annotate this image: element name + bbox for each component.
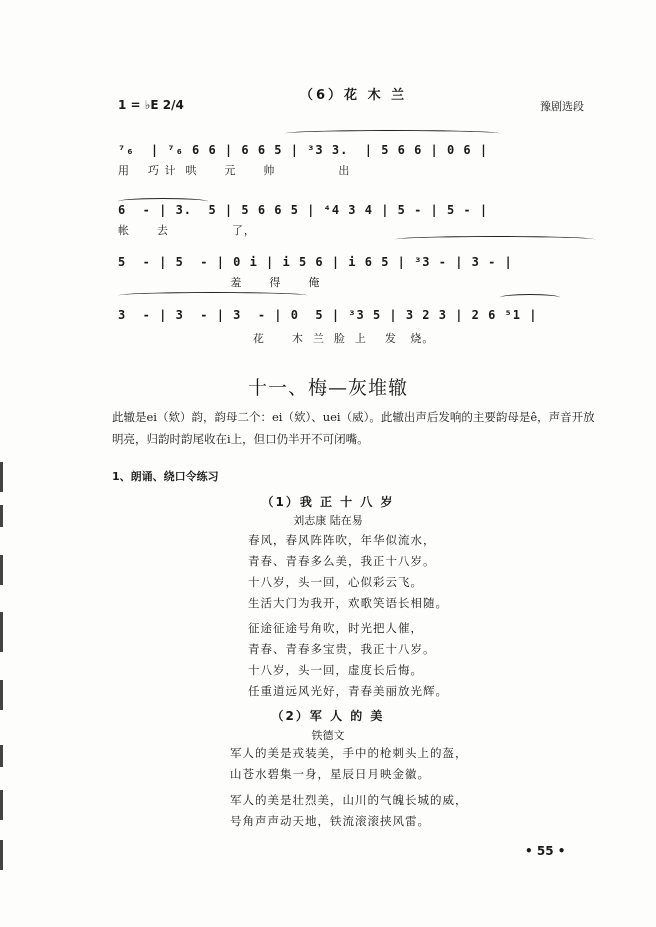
scan-edge-mark xyxy=(0,612,3,652)
notation-row-1: ⁷₆ | ⁷₆ 6 6 | 6 6 5 | ³3 3. | 5 6 6 | 0 6 | xyxy=(118,143,489,157)
lyric-row-2: 帐 去 了， xyxy=(118,224,256,237)
poem-line: 青春、青春多宝贵，我正十八岁。 xyxy=(248,642,436,656)
lyric-row-3: 羞 得 俺 xyxy=(118,276,321,289)
poem-line: 军人的美是戎装美，手中的枪刺头上的盔， xyxy=(230,746,468,760)
song-title: （6）花 木 兰 xyxy=(300,88,408,103)
poem-line: 征途征途号角吹，时光把人催， xyxy=(248,621,423,635)
poem-line: 青春、青春多么美，我正十八岁。 xyxy=(248,554,436,568)
lyric-row-4: 花 木 兰 脸 上 发 烧。 xyxy=(118,332,435,345)
poem-title: （1）我 正 十 八 岁 xyxy=(261,495,395,509)
notation-row-3: 5 - | 5 - | 0 i | i 5 6 | i 6 5 | ³3 - | 3 - | xyxy=(118,255,513,269)
poem-line: 任重道远风光好，青春美丽放光辉。 xyxy=(248,684,448,698)
poem-line: 号角声声动天地，铁流滚滚挟风雷。 xyxy=(230,814,430,828)
poem-line: 十八岁，头一回，心似彩云飞。 xyxy=(248,575,423,589)
exercise-heading: 1、朗诵、绕口令练习 xyxy=(112,470,219,483)
poem-author: 刘志康 陆在易 xyxy=(293,514,363,527)
lyric-row-1: 用 巧 计 哄 元 帅 出 xyxy=(118,164,351,177)
song-key: 1 = ♭E 2/4 xyxy=(118,98,184,112)
tie xyxy=(118,292,308,299)
scan-edge-mark xyxy=(0,462,3,492)
poem-author: 铁德文 xyxy=(311,729,345,742)
section-heading: 十一、梅—灰堆辙 xyxy=(247,377,408,399)
scan-edge-mark xyxy=(0,745,3,767)
scan-edge-mark xyxy=(0,680,3,710)
scan-edge-mark xyxy=(0,555,3,585)
notation-row-4: 3 - | 3 - | 3 - | 0 5 | ³3 5 | 3 2 3 | 2 6 ⁵1 | xyxy=(118,308,538,322)
page-number: • 55 • xyxy=(525,844,566,858)
poem-line: 十八岁，头一回，虚度长后悔。 xyxy=(248,663,423,677)
song-source: 豫剧选段 xyxy=(540,100,584,113)
poem-line: 军人的美是壮烈美，山川的气魄长城的威， xyxy=(230,793,468,807)
tie xyxy=(500,294,560,301)
tie xyxy=(285,130,500,137)
poem-title: （2）军 人 的 美 xyxy=(271,709,385,723)
notation-row-2: 6 - | 3. 5 | 5 6 6 5 | ⁴4 3 4 | 5 - | 5 - | xyxy=(118,203,489,217)
scan-edge-mark xyxy=(0,790,3,820)
poem-line: 生活大门为我开，欢歌笑语长相随。 xyxy=(248,596,448,610)
scan-edge-mark xyxy=(0,840,3,870)
poem-line: 山苍水碧集一身，星辰日月映金徽。 xyxy=(230,767,430,781)
section-paragraph: 此辙是ei（欸）韵，韵母二个：ei（欸）、uei（威）。此辙出声后发响的主要韵母是ê，声音开放明亮，归韵时韵尾收在i上，但口仍半开不可闭嘴。 xyxy=(112,410,595,446)
poem-line: 春风，春风阵阵吹，年华似流水， xyxy=(248,533,436,547)
